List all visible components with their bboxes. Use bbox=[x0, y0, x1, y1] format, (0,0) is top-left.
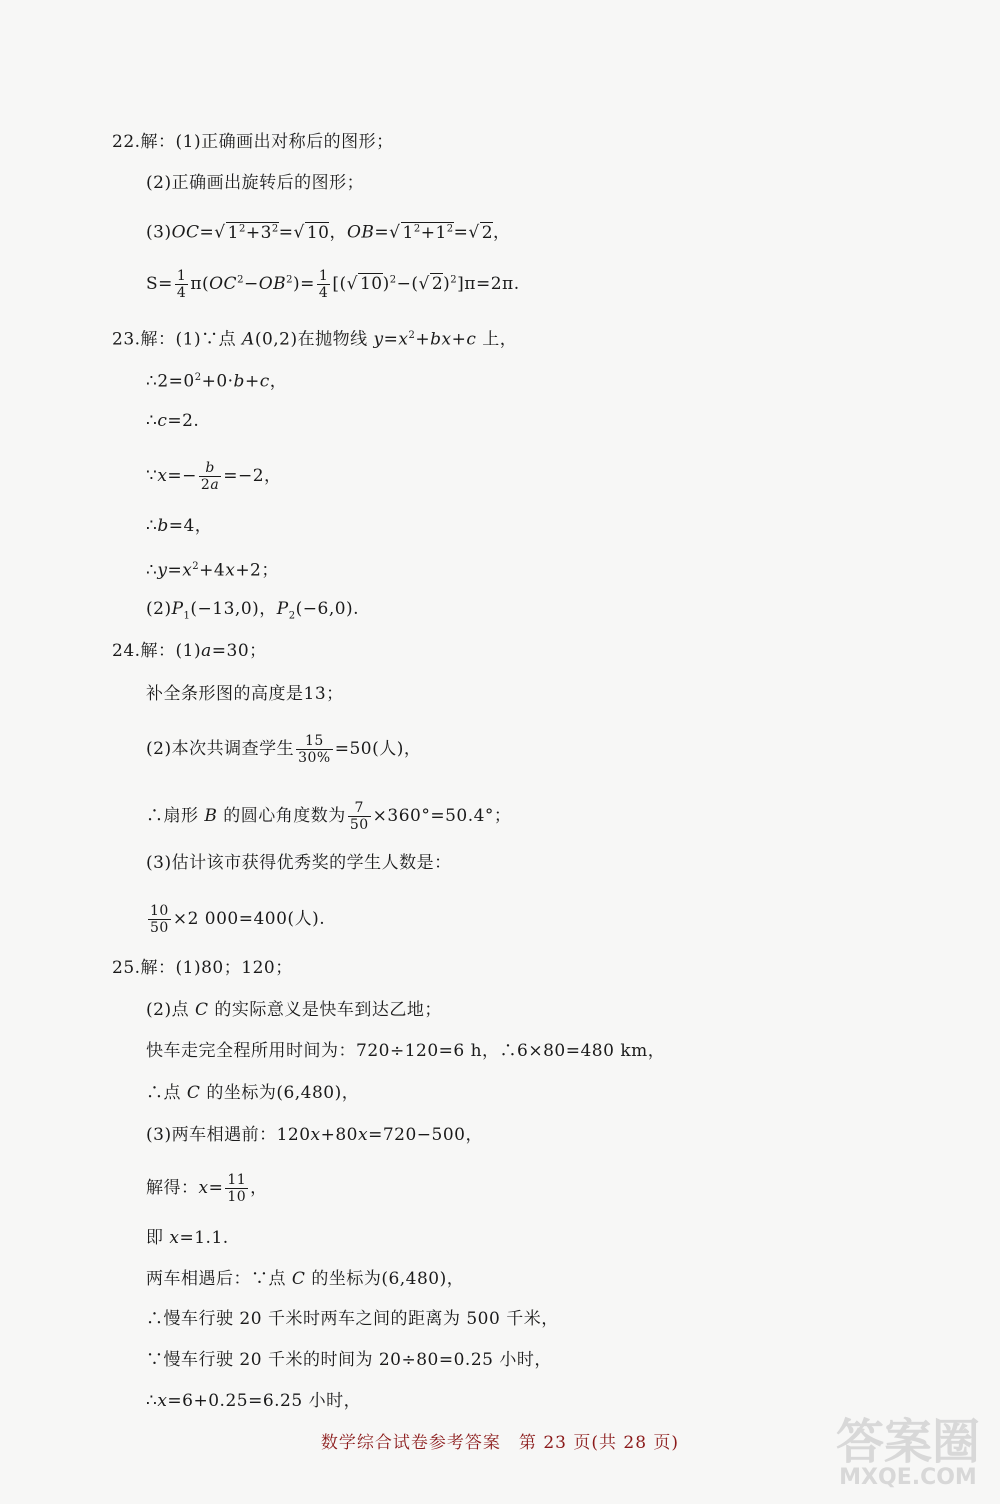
q22-line-1: 22.解：(1)正确画出对称后的图形； bbox=[112, 132, 394, 152]
q25-line-8: 两车相遇后：∵点 C 的坐标为(6,480)， bbox=[146, 1269, 465, 1289]
page-footer: 数学综合试卷参考答案 第 23 页(共 28 页) bbox=[320, 1433, 680, 1453]
q23-line-1: 23.解：(1)∵点 A(0,2)在抛物线 $y=x^2+bx+c$ 上， bbox=[112, 329, 518, 350]
q23-line-5: ∴b=4， bbox=[146, 516, 213, 536]
q22-line-2: (2)正确画出旋转后的图形； bbox=[146, 173, 365, 193]
q23-line-6: $\therefore y=x^2+4x+2$； bbox=[146, 560, 279, 581]
q25-line-3: 快车走完全程所用时间为：720÷120=6 h，∴6×80=480 km， bbox=[146, 1041, 666, 1061]
q24-line-4: ∴扇形 B 的圆心角度数为 $\frac{7}{50}$ ×360°=50.4°； bbox=[146, 800, 512, 833]
q25-line-9: ∴慢车行驶 20 千米时两车之间的距离为 500 千米， bbox=[146, 1309, 559, 1329]
q24-line-3: (2)本次共调查学生 $\frac{15}{30\%}$ =50(人)， bbox=[146, 733, 422, 766]
q23-line-4: ∵x=− $\frac{b}{2a}$ =−2， bbox=[146, 460, 282, 493]
q25-line-7: 即 x=1.1. bbox=[146, 1228, 229, 1248]
q24-line-1: 24.解：(1)a=30； bbox=[112, 641, 267, 661]
q25-line-6: 解得：x= $\frac{11}{10}$ ， bbox=[146, 1172, 268, 1205]
q24-line-5: (3)估计该市获得优秀奖的学生人数是： bbox=[146, 853, 452, 873]
q24-line-2: 补全条形图的高度是13； bbox=[146, 684, 344, 704]
q23-line-2: $\therefore 2=0^2+0\cdot b+c$， bbox=[146, 371, 288, 392]
q22-line-3: (3)OC=√ $1^2+3^2=√$ 10，OB=√ $1^2+1^2=√$ 2， bbox=[146, 222, 511, 243]
watermark-text: 答案圈 bbox=[835, 1414, 980, 1470]
watermark-url: MXQE.COM bbox=[839, 1465, 977, 1490]
q25-line-1: 25.解：(1)80；120； bbox=[112, 958, 293, 978]
q22-line-4: S= $\frac{1}{4}$ $\pi(OC^2-OB^2)=$ $\frac{1}{4}$ [(√ 10)$^2$−(√ 2)$^2$]π=2π. bbox=[146, 268, 520, 301]
q23-line-7: $(2)P_1(-13,0)$，$P_2(-6,0)$. bbox=[146, 599, 360, 622]
q25-line-11: ∴x=6+0.25=6.25 小时， bbox=[146, 1391, 362, 1411]
watermark-logo bbox=[835, 1414, 980, 1490]
q25-line-5: (3)两车相遇前：120x+80x=720−500， bbox=[146, 1125, 483, 1145]
q25-line-10: ∵慢车行驶 20 千米的时间为 20÷80=0.25 小时， bbox=[146, 1350, 552, 1370]
q23-line-3: ∴c=2. bbox=[146, 411, 200, 431]
q25-line-2: (2)点 C 的实际意义是快车到达乙地； bbox=[146, 1000, 442, 1020]
q24-line-6: $\frac{10}{50}$ ×2 000=400(人). bbox=[150, 903, 326, 936]
q25-line-4: ∴点 C 的坐标为(6,480)， bbox=[146, 1083, 360, 1103]
